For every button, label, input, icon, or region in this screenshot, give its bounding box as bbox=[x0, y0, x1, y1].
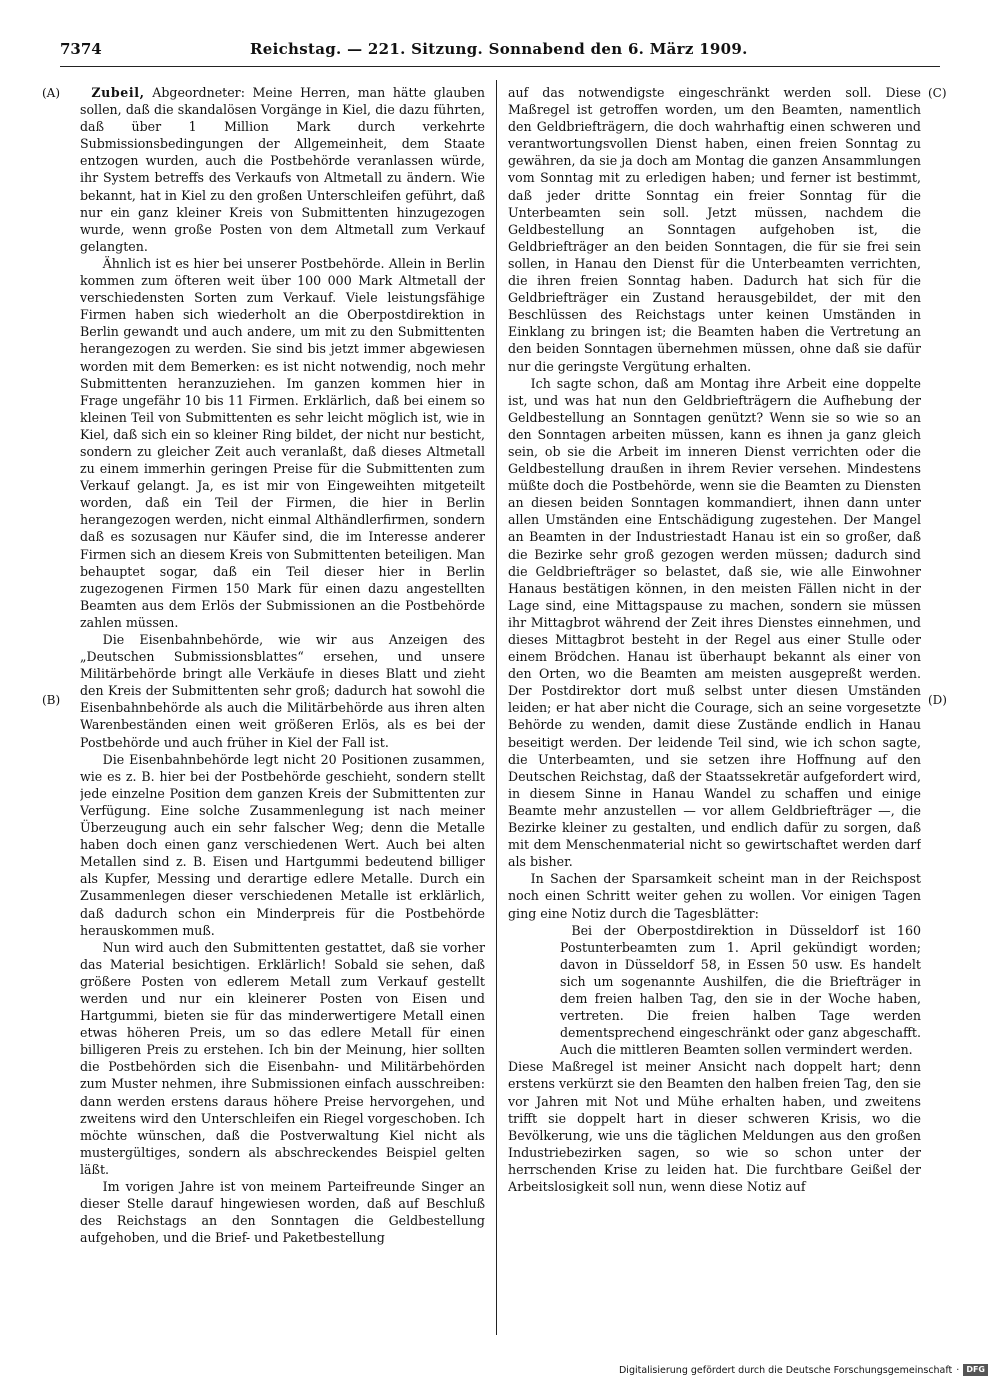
paragraph: Die Eisenbahnbehörde legt nicht 20 Positionen zusammen, wie es z. B. hier bei der Postbehörde geschieht, sondern stellt jede einzelne Position dem ganzen Kreis der Submittenten zur Verfügung. Eine solche Zusammenlegung ist nach meiner Überzeugung auch ein sehr falscher Weg; denn die Metalle haben doch einen ganz verschiedenen Wert. Auch bei alten Metallen sind z. B. Eisen und Hartgummi bedeutend billiger als Kupfer, Messing und derartige edlere Metalle. Durch ein Zusammenlegen dieser verschiedenen Metalle ist erklärlich, daß dadurch schon ein Minderpreis für die Postbehörde herauskommen muß. bbox=[80, 751, 485, 938]
right-column bbox=[508, 84, 921, 1309]
block-quote: Bei der Oberpostdirektion in Düsseldorf ist 160 Postunterbeamten zum 1. April gekündigt worden; davon in Düsseldorf 58, in Essen 50 usw. Es handelt sich um sogenannte Aushilfen, die die Briefträger in dem freien halben Tag, den sie in der Woche haben, vertreten. Die freien halben Tage werden dementsprechend eingeschränkt oder ganz abgeschafft. Auch die mittleren Beamten sollen vermindert werden. bbox=[560, 922, 921, 1058]
margin-marker-c: (C) bbox=[928, 86, 947, 100]
speech-opening bbox=[80, 84, 485, 255]
margin-marker-a: (A) bbox=[42, 86, 61, 100]
opening-text: Abgeordneter: Meine Herren, man hätte glauben sollen, daß die skandalösen Vorgänge in Kiel, die dazu führten, daß über 1 Million Mark durch verkehrte Submissionsbedingungen der Allgemeinheit, dem Staate entzogen wurden, auch die Postbehörde veranlassen würde, ihr System betreffs des Verkaufs von Altmetall zu ändern. Wie bekannt, hat in Kiel zu den großen Unterschleifen geführt, daß nur ein ganz kleiner Kreis von Submittenten hinzugezogen wurde, wenn große Posten von dem Altmetall zum Verkauf gelangten. bbox=[80, 85, 485, 254]
closing-paragraph: Diese Maßregel ist meiner Ansicht nach doppelt hart; denn erstens verkürzt sie den Beamten den halben freien Tag, den sie vor Jahren mit Not und Mühe erhalten haben, und zweitens trifft sie doppelt hart in dieser schweren Krisis, wo die Bevölkerung, wie uns die täglichen Meldungen aus den großen Industriebezirken sagen, so wie so schon unter der herrschenden Krise zu leiden hat. Die furchtbare Geißel der Arbeitslosigkeit soll nun, wenn diese Notiz auf bbox=[508, 1059, 921, 1194]
margin-marker-d: (D) bbox=[928, 693, 947, 707]
paragraph: Nun wird auch den Submittenten gestattet, daß sie vorher das Material besichtigen. Erklärlich! Sobald sie sehen, daß größere Posten von edlerem Metall zum Verkauf gestellt werden und nur ein kleinerer Posten von Eisen und Hartgummi, bieten sie für das minderwertigere Metall einen etwas höheren Preis, um so das edlere Metall für einen billigeren Preis zu erstehen. Ich bin der Meinung, hier sollten die Postbehörden sich die Eisenbahn- und Militärbehörden zum Muster nehmen, ihre Submissionen einfach ausschreiben: dann werden erstens daraus höhere Preise hervorgehen, und zweitens wird den Unterschleifen ein Riegel vorgeschoben. Ich möchte wünschen, daß die Postverwaltung Kiel nicht als mustergültiges, sondern als abschreckendes Beispiel gelten läßt. bbox=[80, 939, 485, 1177]
paragraph: Ähnlich ist es hier bei unserer Postbehörde. Allein in Berlin kommen zum öfteren weit über 100 000 Mark Altmetall der verschiedensten Sorten zum Verkauf. Viele leistungsfähige Firmen haben sich wiederholt an die Oberpostdirektion in Berlin gewandt und auch andere, um mit zu den Submittenten herangezogen zu werden. Sie sind bis jetzt immer abgewiesen worden mit dem Bemerken: es ist nicht notwendig, noch mehr Submittenten heranzuziehen. Im ganzen kommen hier in Frage ungefähr 10 bis 11 Firmen. Erklärlich, daß bei einem so kleinen Teil von Submittenten es sehr leicht möglich ist, wie in Kiel, daß sich ein so kleiner Ring bildet, der nicht nur besticht, sondern zu gleicher Zeit auch veranlaßt, daß dieses Altmetall zu einem immerhin geringen Preise für die Submittenten zum Verkauf gelangt. Ja, es ist mir von Eingeweihten mitgeteilt worden, daß ein Teil der Firmen, die hier in Berlin herangezogen werden, nicht einmal Althändlerfirmen, sondern daß es sozusagen nur Käufer sind, die im Interesse anderer Firmen sich an diesem Kreis von Submittenten beteiligen. Man behauptet sogar, daß ein Teil dieser hier in Berlin zugezogenen Firmen 150 Mark für einen dazu angestellten Beamten aus dem Erlös der Submissionen an die Postbehörde zahlen müssen. bbox=[80, 255, 485, 630]
speaker-name: Zubeil, bbox=[91, 85, 145, 100]
footer: Digitalisierung gefördert durch die Deutsche Forschungsgemeinschaft · DFG bbox=[619, 1364, 988, 1376]
paragraph: Im vorigen Jahre ist von meinem Parteifreunde Singer an dieser Stelle darauf hingewiesen worden, daß auf Beschluß des Reichstags an den Sonntagen die Geldbestellung aufgehoben, und die Brief- und Paketbestellung bbox=[80, 1179, 485, 1246]
column-divider bbox=[496, 80, 497, 1335]
page-header bbox=[60, 40, 940, 66]
running-title: Reichstag. — 221. Sitzung. Sonnabend den 6. März 1909. bbox=[250, 40, 748, 58]
paragraph: In Sachen der Sparsamkeit scheint man in der Reichspost noch einen Schritt weiter gehen zu wollen. Vor einigen Tagen ging eine Notiz durch die Tagesblätter: bbox=[508, 871, 921, 921]
page-number: 7374 bbox=[60, 40, 102, 58]
continuation-paragraph: auf das notwendigste eingeschränkt werden soll. Diese Maßregel ist getroffen worden, um den Beamten, namentlich den Geldbriefträgern, die doch wahrhaftig einen schweren und verantwortungsvollen Dienst haben, einen freien Sonntag zu gewähren, da sie ja doch am Montag die ganzen Ansammlungen vom Sonntag mit zu erledigen haben; und ferner ist bestimmt, daß jeder dritte Sonntag ein freier Sonntag für die Unterbeamten sein soll. Jetzt müssen, nachdem die Geldbestellung an Sonntagen aufgehoben ist, die Geldbriefträger an den beiden Sonntagen, die für sie frei sein sollen, in Hanau den Dienst für die Unterbeamten verrichten, die ihren freien Sonntag haben. Dadurch hat sich für die Geldbriefträger ein Zustand herausgebildet, der mit den Beschlüssen des Reichstags unter keinen Umständen in Einklang zu bringen ist; die Beamten haben die Vertretung an den beiden Sonntagen übernehmen müssen, ohne daß sie dafür nur die geringste Vergütung erhalten. bbox=[508, 85, 921, 374]
left-column bbox=[80, 84, 485, 1339]
dfg-logo: DFG bbox=[963, 1364, 988, 1376]
paragraph: Ich sagte schon, daß am Montag ihre Arbeit eine doppelte ist, und was hat nun den Geldbriefträgern die Aufhebung der Geldbestellung an Sonntagen genützt? Wenn sie so wie so an den Sonntagen arbeiten müssen, kann es ihnen ja ganz gleich sein, ob sie die Arbeit im inneren Dienst verrichten oder die Geldbestellung draußen in ihrem Revier versehen. Mindestens müßte doch die Postbehörde, wenn sie die Beamten zu Diensten an diesen beiden Sonntagen kommandiert, ihnen dann unter allen Umständen eine Entschädigung zugestehen. Der Mangel an Beamten in der Industriestadt Hanau ist ein so großer, daß die Bezirke sehr groß gezogen werden müssen; dadurch sind die Geldbriefträger so belastet, daß sie, wie alle Einwohner Hanaus bestätigen können, in den meisten Fällen nicht in der Lage sind, eine Mittagspause zu machen, sondern sie müssen ihr Mittagbrot während der Zeit ihres Dienstes einnehmen, und dieses Mittagbrot besteht in der Regel aus einer Stulle oder einem Brödchen. Hanau ist überhaupt bekannt als einer von den Orten, wo die Beamten am meisten ausgepreßt werden. Der Postdirektor dort muß selbst unter diesen Umständen leiden; er hat aber nicht die Courage, sich an seine vorgesetzte Behörde zu wenden, damit diese Zustände endlich in Hanau beseitigt werden. Der leidende Teil sind, wie ich schon sagte, die Unterbeamten, und sie setzen ihre Hoffnung auf den Deutschen Reichstag, daß der Staatssekretär aufgefordert wird, in diesem Sinne in Hanau Wandel zu schaffen und einige Beamte mehr anzustellen — vor allem Geldbriefträger —, die Bezirke kleiner zu gestalten, und endlich dafür zu sorgen, daß mit dem Menschenmaterial nicht so gewirtschaftet werden darf als bisher. bbox=[508, 375, 921, 870]
paragraph: Die Eisenbahnbehörde, wie wir aus Anzeigen des „Deutschen Submissionsblattes“ ersehen, und unsere Militärbehörde bringt alle Verkäufe in dieses Blatt und zieht den Kreis der Submittenten sehr groß; dadurch hat sowohl die Eisenbahnbehörde als auch die Militärbehörde aus ihren alten Warenbeständen einen weit größeren Erlös, als es bei der Postbehörde und auch früher in Kiel der Fall ist. bbox=[80, 632, 485, 750]
margin-marker-b: (B) bbox=[42, 693, 61, 707]
footer-text: Digitalisierung gefördert durch die Deutsche Forschungsgemeinschaft bbox=[618, 1364, 953, 1376]
header-rule bbox=[60, 66, 940, 67]
